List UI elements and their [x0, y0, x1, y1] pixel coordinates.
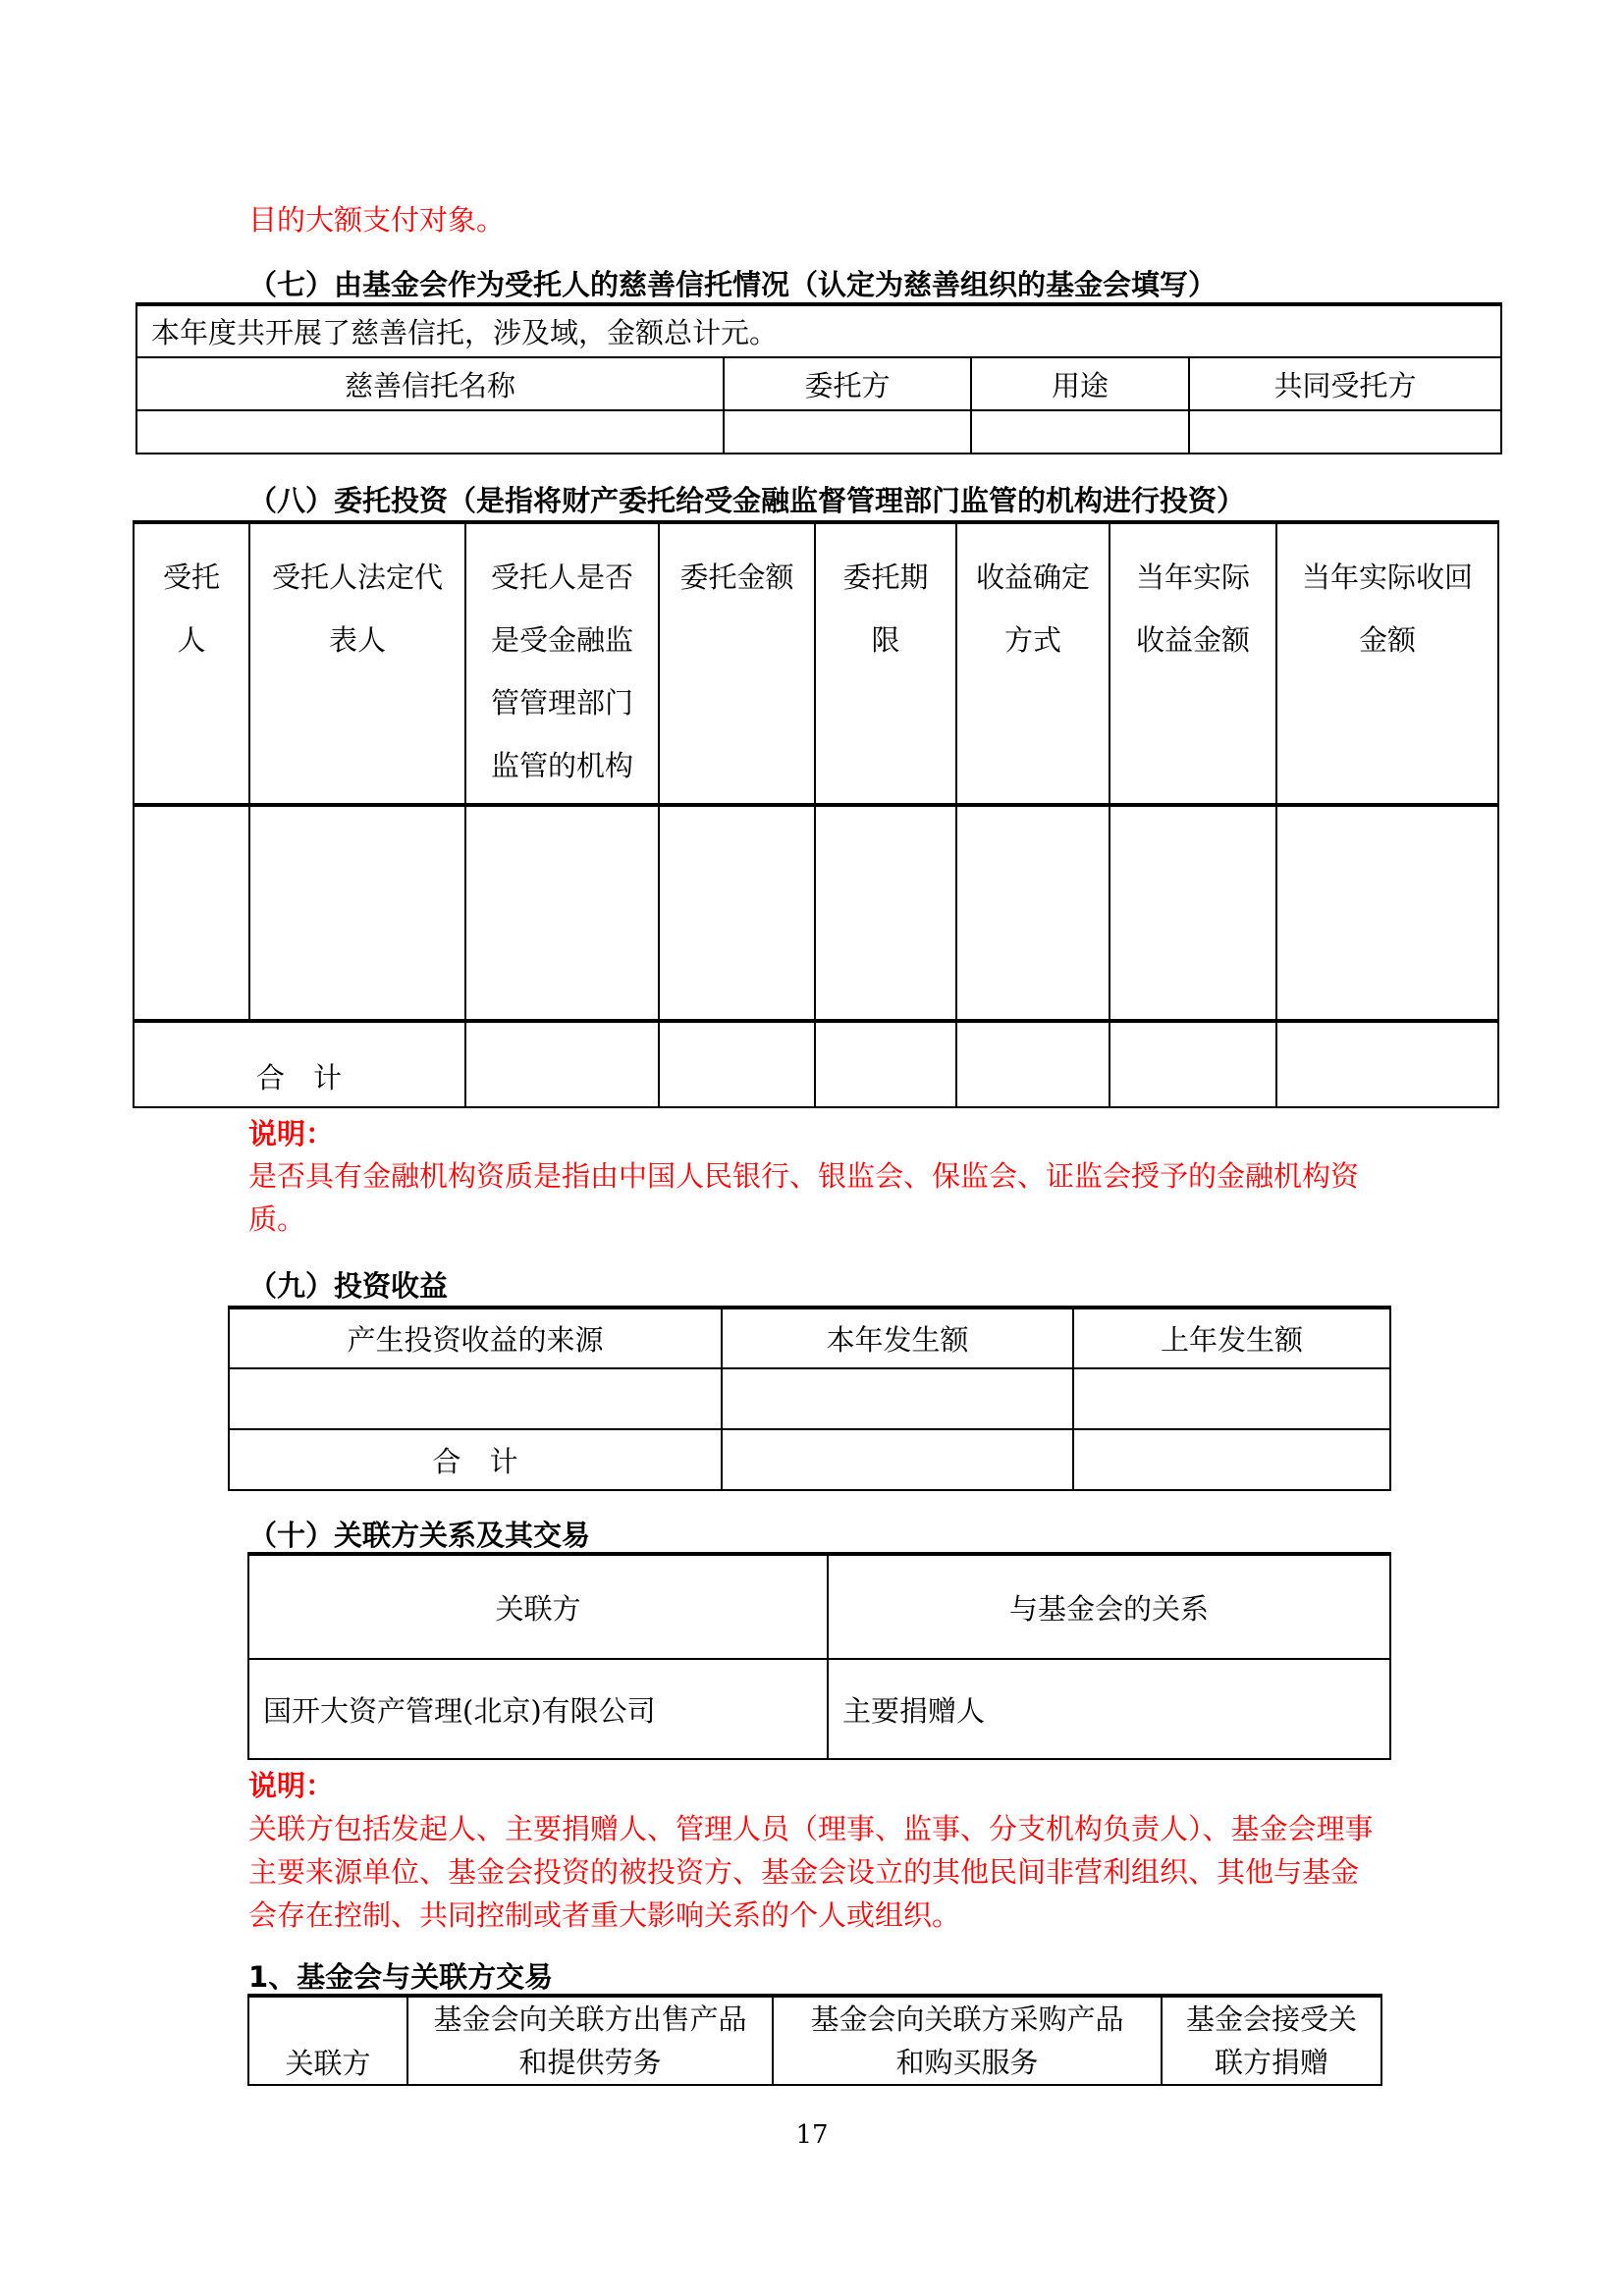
total-label: 合 计	[134, 1021, 465, 1107]
header-prior-year: 上年发生额	[1073, 1308, 1390, 1368]
section10-title: （十）关联方关系及其交易	[248, 1519, 591, 1552]
header-actual-income: 当年实际收益金额	[1110, 522, 1276, 805]
cell	[1073, 1368, 1390, 1429]
section10-note-text: 关联方包括发起人、主要捐赠人、管理人员（理事、监事、分支机构负责人）、基金会理事主要来源单位、基金会投资的被投资方、基金会设立的其他民间非营利组织、其他与基金会存在控制、共同控制或者重大影响关系的个人或组织。	[248, 1812, 1374, 1932]
cell	[659, 1021, 815, 1107]
header-legal-rep: 受托人法定代表人	[249, 522, 465, 805]
cell	[956, 1021, 1110, 1107]
header-income-source: 产生投资收益的来源	[229, 1308, 722, 1368]
cell	[971, 410, 1189, 454]
cell	[1073, 1429, 1390, 1490]
total-label: 合 计	[229, 1429, 722, 1490]
cell	[465, 1021, 659, 1107]
header-relationship: 与基金会的关系	[828, 1554, 1390, 1659]
header-amount: 委托金额	[659, 522, 815, 805]
cell	[229, 1368, 722, 1429]
cell	[1276, 1021, 1498, 1107]
section9-title: （九）投资收益	[248, 1269, 449, 1303]
total-row	[229, 1429, 1390, 1490]
cell	[956, 805, 1110, 1021]
section8-note-text: 是否具有金融机构资质是指由中国人民银行、银监会、保监会、证监会授予的金融机构资质。	[248, 1159, 1360, 1236]
table-row	[229, 1368, 1390, 1429]
table-row	[134, 805, 1498, 1021]
cell	[722, 1368, 1073, 1429]
subsection1-title: 1、基金会与关联方交易	[248, 1960, 554, 1994]
header-income-method: 收益确定方式	[956, 522, 1110, 805]
related-party-table	[247, 1552, 1391, 1760]
related-party-name: 国开大资产管理(北京)有限公司	[248, 1659, 828, 1759]
header-term: 委托期限	[815, 522, 956, 805]
cell	[722, 1429, 1073, 1490]
cell	[659, 805, 815, 1021]
header-co-trustee: 共同受托方	[1189, 357, 1501, 410]
cell	[815, 1021, 956, 1107]
cell	[724, 410, 971, 454]
header-purpose: 用途	[971, 357, 1189, 410]
page-number: 17	[795, 2120, 829, 2150]
charitable-trust-table	[135, 302, 1502, 454]
table-row	[248, 1659, 1390, 1759]
cell	[1189, 410, 1501, 454]
table-row	[136, 410, 1501, 454]
intro-continuation: 目的大额支付对象。	[248, 203, 506, 237]
header-settlor: 委托方	[724, 357, 971, 410]
cell	[134, 805, 249, 1021]
section10-note-title: 说明：	[248, 1769, 335, 1802]
cell	[1276, 805, 1498, 1021]
cell	[1110, 1021, 1276, 1107]
header-related-party: 关联方	[248, 1996, 407, 2085]
header-actual-recovered: 当年实际收回金额	[1276, 522, 1498, 805]
cell	[1110, 805, 1276, 1021]
total-row	[134, 1021, 1498, 1107]
cell	[465, 805, 659, 1021]
cell	[136, 410, 724, 454]
header-purchases-from-related: 基金会向关联方采购产品和购买服务	[773, 1996, 1162, 2085]
header-current-year: 本年发生额	[722, 1308, 1073, 1368]
cell	[249, 805, 465, 1021]
section8-note-title: 说明：	[248, 1117, 335, 1150]
related-party-transactions-table	[247, 1994, 1382, 2086]
header-donations-from-related: 基金会接受关联方捐赠	[1162, 1996, 1381, 2085]
header-regulated-institution: 受托人是否是受金融监管管理部门监管的机构	[465, 522, 659, 805]
header-trust-name: 慈善信托名称	[136, 357, 724, 410]
entrusted-investment-table	[133, 520, 1499, 1108]
header-related-party: 关联方	[248, 1554, 828, 1659]
header-sales-to-related: 基金会向关联方出售产品和提供劳务	[407, 1996, 773, 2085]
header-trustee: 受托人	[134, 522, 249, 805]
relationship-value: 主要捐赠人	[828, 1659, 1390, 1759]
investment-income-table	[228, 1306, 1391, 1491]
trust-summary: 本年度共开展了慈善信托，涉及域，金额总计元。	[136, 304, 1501, 357]
section8-title: （八）委托投资（是指将财产委托给受金融监督管理部门监管的机构进行投资）	[248, 484, 1246, 517]
section7-title: （七）由基金会作为受托人的慈善信托情况（认定为慈善组织的基金会填写）	[248, 268, 1218, 301]
cell	[815, 805, 956, 1021]
